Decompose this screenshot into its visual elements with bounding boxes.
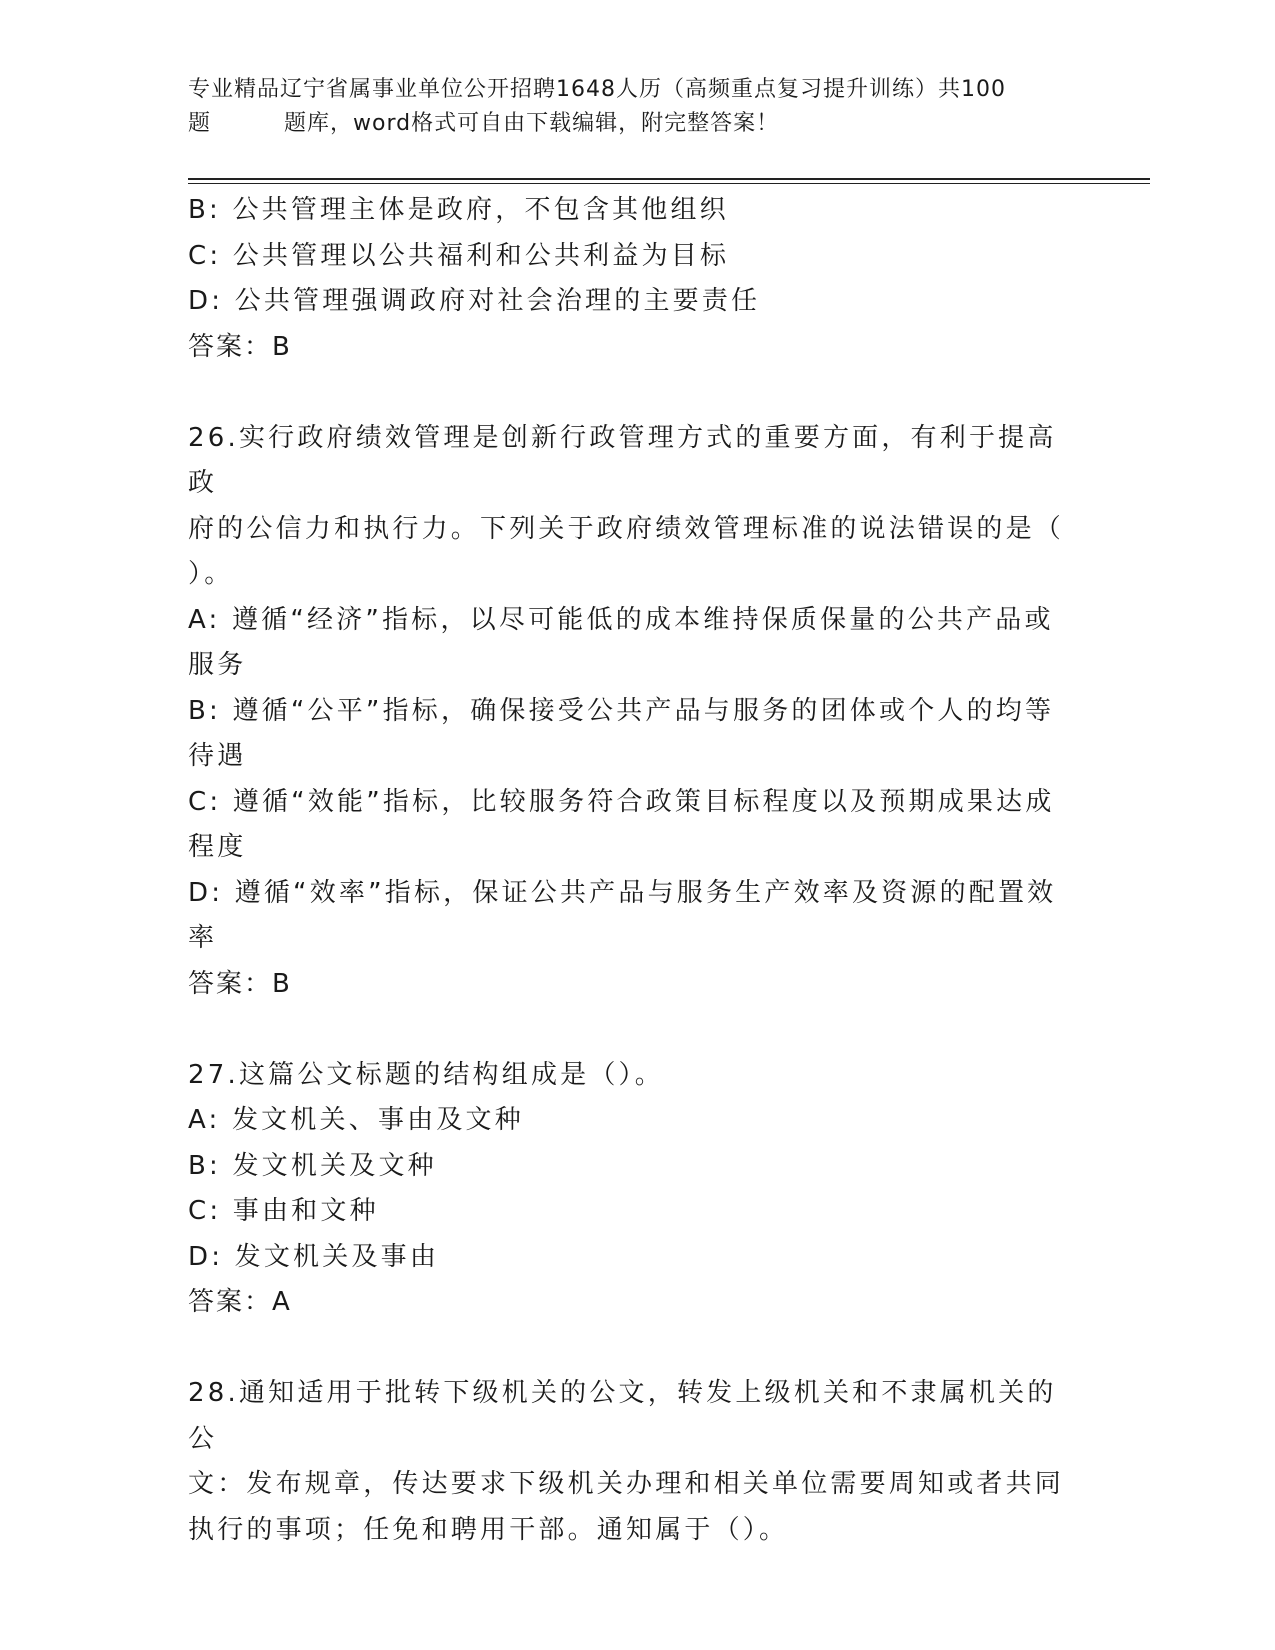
header-divider-thick bbox=[188, 178, 1150, 180]
document-body bbox=[188, 188, 1068, 1553]
header-line-2 bbox=[188, 107, 1088, 141]
q28-stem-line-2: 文：发布规章，传达要求下级机关办理和相关单位需要周知或者共同 bbox=[188, 1469, 1065, 1499]
q26-option-d-line-1: D: 遵循“效率”指标，保证公共产品与服务生产效率及资源的配置效 bbox=[188, 877, 1057, 908]
q26-option-d-line-2: 率 bbox=[188, 923, 218, 953]
q26-stem-line-1: 26.实行政府绩效管理是创新行政管理方式的重要方面，有利于提高政 bbox=[188, 422, 1057, 498]
q25-option-b: B: 公共管理主体是政府，不包含其他组织 bbox=[188, 195, 729, 225]
q26-stem-line-2: 府的公信力和执行力。下列关于政府绩效管理标准的说法错误的是（ bbox=[188, 513, 1065, 544]
q27-option-c: C: 事由和文种 bbox=[188, 1196, 379, 1226]
header-line-1: 专业精品辽宁省属事业单位公开招聘1648人历（高频重点复习提升训练）共100 bbox=[188, 77, 1006, 102]
q27-stem: 27.这篇公文标题的结构组成是（）。 bbox=[188, 1059, 664, 1090]
q26-stem-line-3: ）。 bbox=[188, 559, 234, 589]
q26-option-a-line-1: A: 遵循“经济”指标，以尽可能低的成本维持保质保量的公共产品或 bbox=[188, 604, 1054, 635]
q26-option-c-line-1: C: 遵循“效能”指标，比较服务符合政策目标程度以及预期成果达成 bbox=[188, 786, 1055, 817]
q28-stem-line-1: 28.通知适用于批转下级机关的公文，转发上级机关和不隶属机关的公 bbox=[188, 1378, 1057, 1454]
header-line-2-rest: 题库，word格式可自由下载编辑，附完整答案！ bbox=[284, 111, 780, 136]
q26-answer: 答案：B bbox=[188, 968, 292, 999]
q27-option-a: A: 发文机关、事由及文种 bbox=[188, 1105, 524, 1135]
q27-option-d: D: 发文机关及事由 bbox=[188, 1241, 440, 1272]
header-line-2-lead: 题 bbox=[188, 111, 212, 136]
q27-option-b: B: 发文机关及文种 bbox=[188, 1150, 437, 1181]
spacer bbox=[188, 1007, 1068, 1053]
header-divider-thin bbox=[188, 183, 1150, 184]
q26-option-a-line-2: 服务 bbox=[188, 650, 247, 680]
spacer bbox=[188, 1326, 1068, 1372]
q25-option-d: D: 公共管理强调政府对社会治理的主要责任 bbox=[188, 286, 761, 316]
q26-option-b-line-2: 待遇 bbox=[188, 741, 247, 771]
q27-answer: 答案：A bbox=[188, 1287, 292, 1317]
document-header bbox=[188, 73, 1088, 141]
q25-answer: 答案：B bbox=[188, 331, 292, 362]
q26-option-c-line-2: 程度 bbox=[188, 832, 247, 862]
q26-option-b-line-1: B: 遵循“公平”指标，确保接受公共产品与服务的团体或个人的均等 bbox=[188, 695, 1055, 726]
q25-option-c: C: 公共管理以公共福利和公共利益为目标 bbox=[188, 240, 730, 271]
q28-stem-line-3: 执行的事项；任免和聘用干部。通知属于（）。 bbox=[188, 1514, 789, 1545]
spacer bbox=[188, 370, 1068, 416]
